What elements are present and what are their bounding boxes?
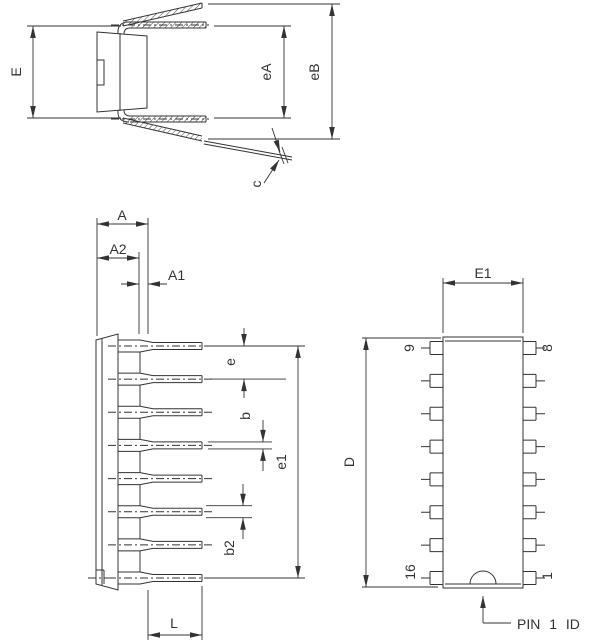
dim-label-e: e xyxy=(222,358,238,366)
dimension-A2 xyxy=(97,241,139,334)
right-pin xyxy=(523,506,545,519)
bottom-view-package-body xyxy=(443,337,523,588)
right-pin xyxy=(523,374,545,387)
side-pin xyxy=(108,539,212,551)
dimension-A1 xyxy=(121,267,185,284)
pin1-index-notch xyxy=(470,571,496,584)
dim-label-c: c xyxy=(248,180,264,188)
pin1-index-mark xyxy=(97,60,104,85)
dimension-b xyxy=(208,412,272,471)
dim-label-E1: E1 xyxy=(474,265,492,281)
dim-label-e1: e1 xyxy=(273,454,289,470)
body-corner-chamfer xyxy=(96,570,104,584)
dimension-A xyxy=(97,207,148,336)
dimension-E1 xyxy=(443,265,523,333)
side-view-leads xyxy=(88,340,212,584)
dimension-b2 xyxy=(206,484,252,556)
bottom-view xyxy=(341,265,580,632)
pin1-id-label: PIN 1 ID xyxy=(517,616,580,632)
left-pin xyxy=(421,407,443,420)
side-pin xyxy=(108,340,212,352)
dim-label-A2: A2 xyxy=(109,241,127,257)
left-pin xyxy=(421,572,443,585)
dim-label-eA: eA xyxy=(258,63,274,81)
dimension-L xyxy=(148,586,202,640)
left-pin xyxy=(421,342,443,355)
side-pin xyxy=(108,439,212,451)
side-pin xyxy=(108,473,212,485)
dim-label-eB: eB xyxy=(306,63,322,81)
end-view-package-body xyxy=(97,32,147,112)
left-pin xyxy=(421,539,443,552)
right-pin xyxy=(523,407,545,420)
dimension-D xyxy=(341,338,441,587)
dim-label-b: b xyxy=(237,412,253,420)
dimension-eB xyxy=(208,4,340,139)
side-pin xyxy=(108,506,212,518)
side-pin xyxy=(108,373,212,385)
dim-label-A: A xyxy=(117,207,127,223)
right-pin xyxy=(523,539,545,552)
side-pin xyxy=(108,406,212,418)
side-pin xyxy=(108,572,212,584)
pin-number-1: 1 xyxy=(539,572,555,580)
pin-number-8: 8 xyxy=(539,344,555,352)
pin-number-16: 16 xyxy=(402,564,418,580)
right-pin xyxy=(523,440,545,453)
dimension-c xyxy=(248,128,288,188)
side-view-package-body xyxy=(96,334,118,590)
left-pin xyxy=(421,374,443,387)
dim-label-A1: A1 xyxy=(168,267,186,283)
end-view xyxy=(8,3,340,188)
bottom-view-pins xyxy=(421,342,545,585)
right-pin xyxy=(523,473,545,486)
end-view-top-leads xyxy=(111,3,209,34)
left-pin xyxy=(421,506,443,519)
pin-number-9: 9 xyxy=(401,344,417,352)
dim-label-E: E xyxy=(8,67,24,77)
dim-label-L: L xyxy=(170,615,178,631)
side-view xyxy=(88,207,305,640)
dimension-eA xyxy=(214,26,291,118)
dim-label-D: D xyxy=(341,456,357,468)
pin1-id-callout xyxy=(483,596,580,632)
dimension-e xyxy=(210,328,305,398)
dim-label-b2: b2 xyxy=(221,540,237,556)
end-view-bottom-leads xyxy=(111,110,292,160)
left-pin xyxy=(421,473,443,486)
left-pin xyxy=(421,440,443,453)
